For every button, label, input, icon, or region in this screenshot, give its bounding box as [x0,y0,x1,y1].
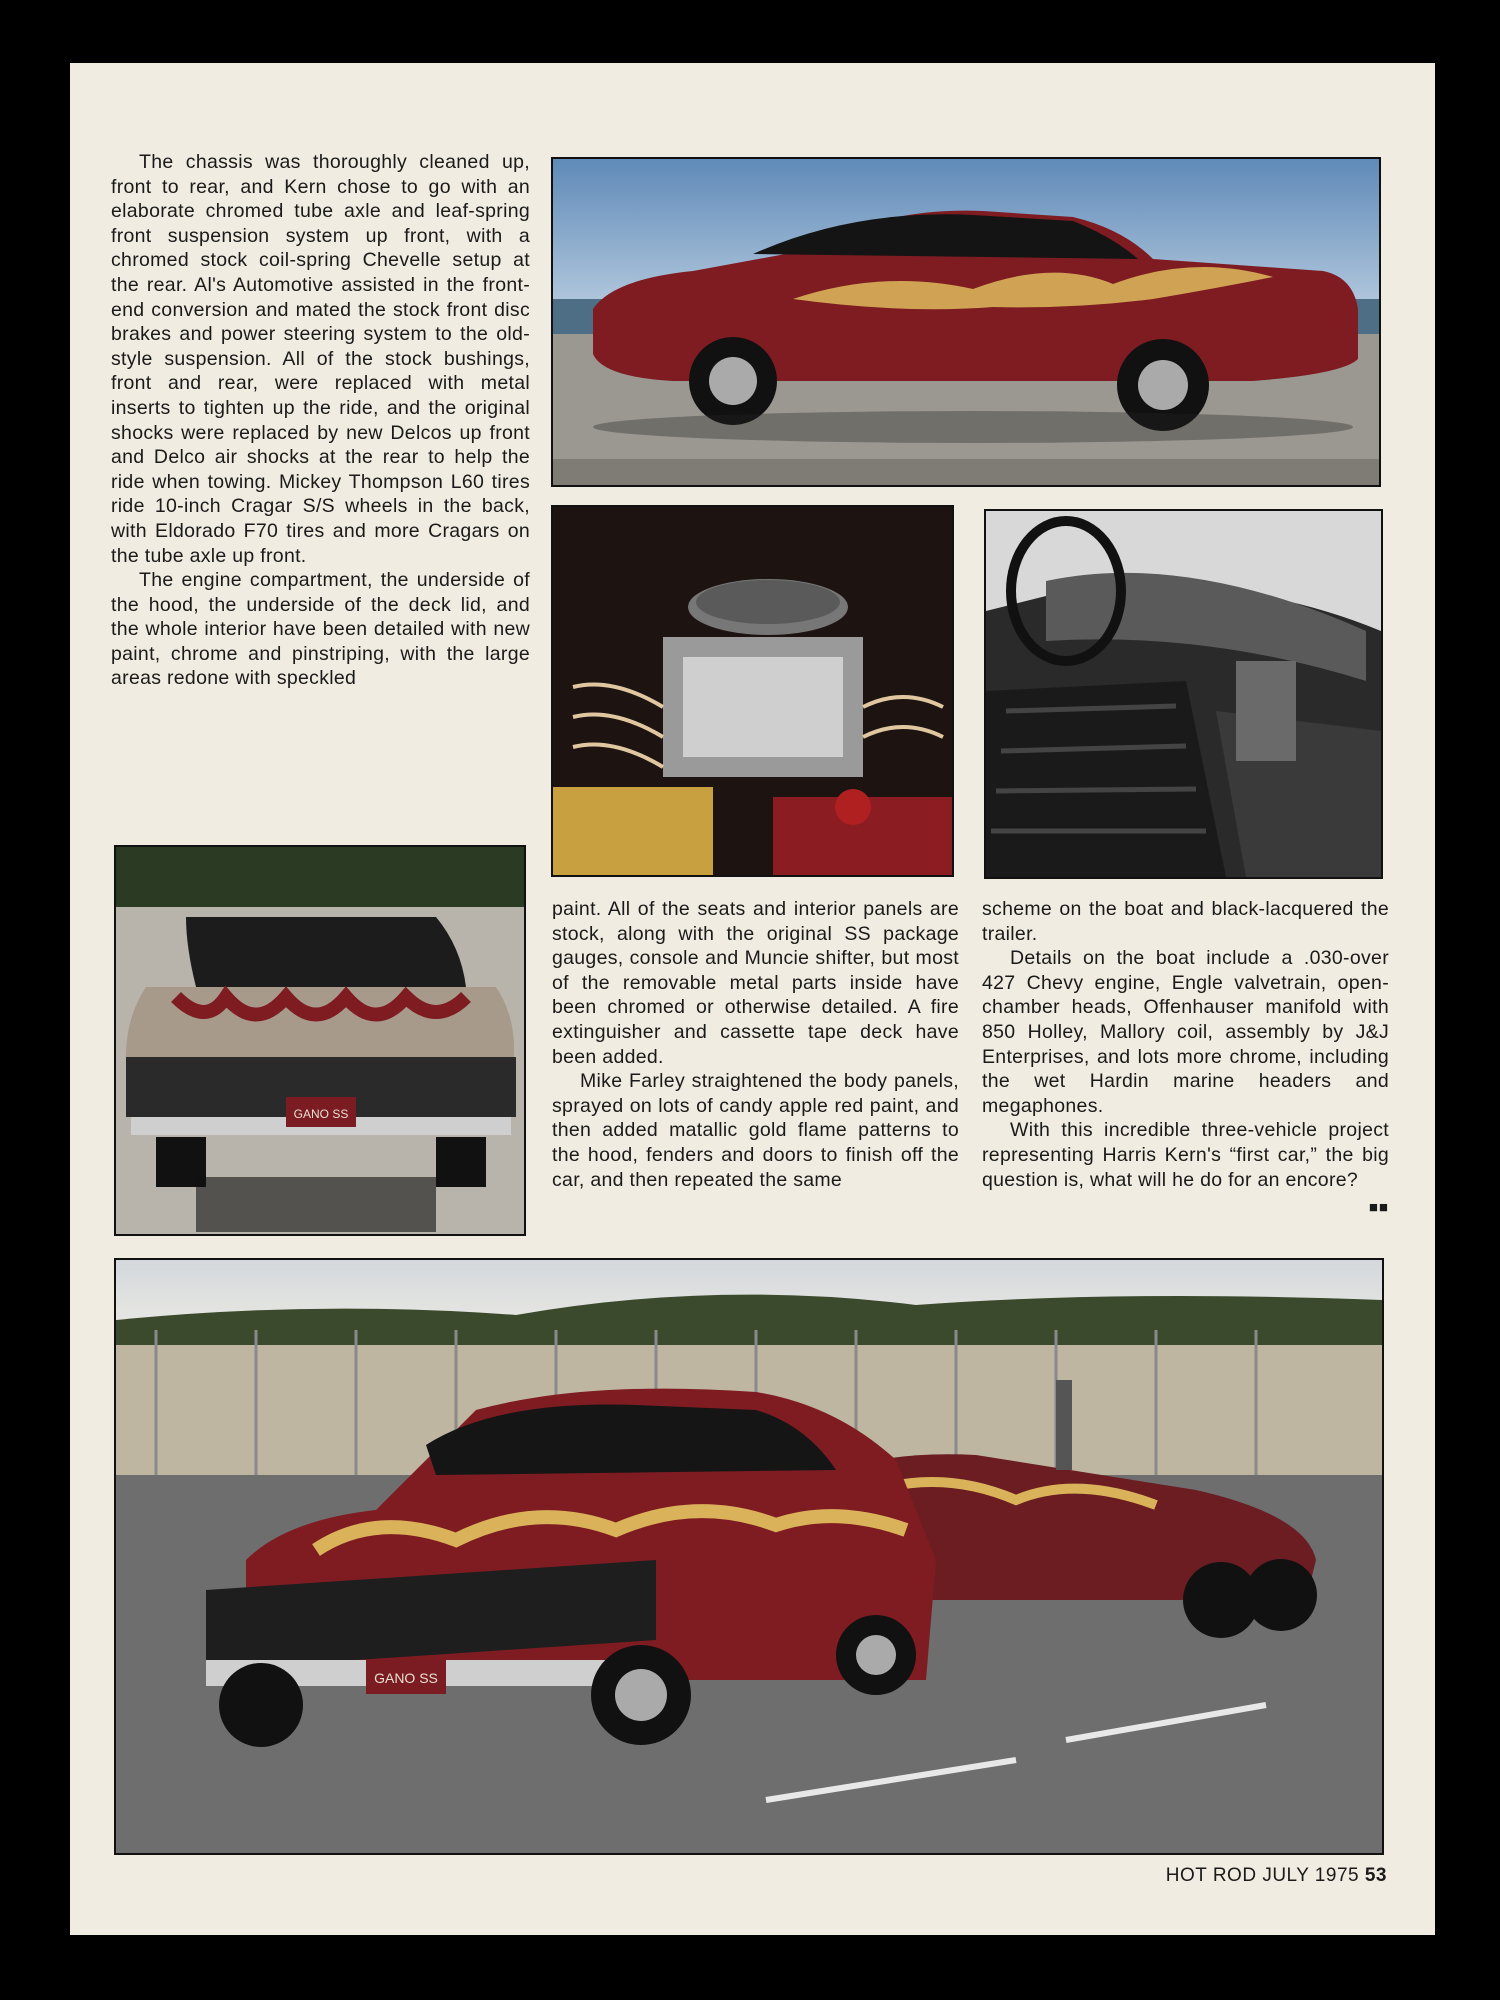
text-column-3 [982,897,1389,1221]
magazine-page [70,63,1435,1935]
license-plate-text: GANO SS [293,1107,349,1121]
magazine-issue: HOT ROD JULY 1975 [1165,1865,1360,1886]
car-side-view-photo [551,157,1381,487]
paragraph-text: With this incredible three-vehicle project representing Harris Kern's “first car,” the big question is, what will he do for an encore? [982,1119,1389,1191]
car-towing-boat-photo [114,1258,1384,1855]
engine-bay-photo [551,505,954,877]
paragraph: The chassis was thoroughly cleaned up, front to rear, and Kern chose to go with an elaborate chromed tube axle and leaf-spring front suspension system up front, with a chromed stock coil-spring Chevelle setup at the rear. Al's Automotive assisted in the front-end conversion and mated the stock front disc brakes and power steering system to the old-style suspension. All of the stock bushings, front and rear, were replaced with metal inserts to tighten up the ride, and the original shocks were replaced by new Delcos up front and Delco air shocks at the rear to help the ride when towing. Mickey Thompson L60 tires ride 10-inch Cragar S/S wheels in the back, with Eldorado F70 tires and more Cragars on the tube axle up front. [111,151,530,567]
paragraph: scheme on the boat and black-lacquered the trailer. [982,898,1389,945]
license-plate-text: GANO SS [374,1670,438,1686]
text-column-2 [552,897,959,1192]
paragraph: Details on the boat include a .030-over 427 Chevy engine, Engle valvetrain, open-chamber heads, Offenhauser manifold with 850 Holley, Mallory coil, assembly by J&J Enterprises, and lots more chrome, including the wet Hardin marine headers and megaphones. [982,947,1389,1117]
interior-photo [984,509,1383,879]
paragraph: The engine compartment, the underside of the hood, the underside of the deck lid, and the whole interior have been detailed with new paint, chrome and pinstriping, with the large areas redone with speckled [111,569,530,690]
page-footer [1166,1865,1387,1887]
page-number: 53 [1364,1865,1387,1886]
end-mark: ■■ [1368,1199,1389,1217]
text-column-1 [111,150,530,691]
paragraph: paint. All of the seats and interior panels are stock, along with the original SS package gauges, console and Muncie shifter, but most of the removable metal parts inside have been chromed or otherwise detailed. A fire extinguisher and cassette tape deck have been added. [552,898,959,1068]
paragraph: Mike Farley straightened the body panels, sprayed on lots of candy apple red paint, and then added matallic gold flame patterns to the hood, fenders and doors to finish off the car, and then repeated the same [552,1070,959,1191]
paragraph [982,1118,1389,1217]
car-front-view-photo [114,845,526,1236]
